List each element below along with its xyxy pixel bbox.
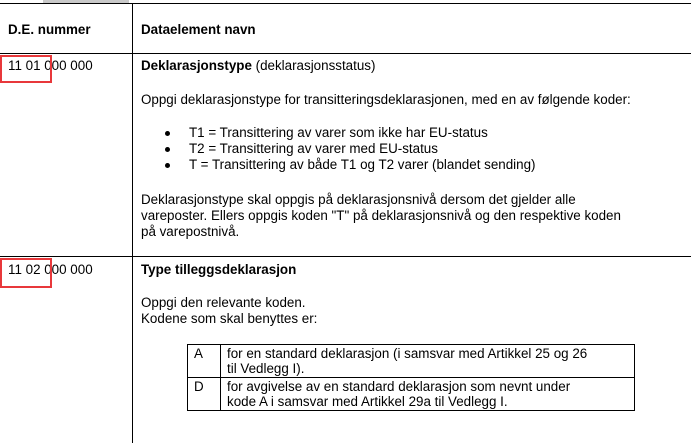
table-row	[188, 345, 635, 378]
code-description: for en standard deklarasjon (i samsvar med Artikkel 25 og 26 til Vedlegg I).	[221, 345, 635, 378]
row1-title	[141, 58, 375, 74]
table-top-border	[0, 3, 691, 4]
row1-note-line: vareposter. Ellers oppgis koden "T" på deklarasjonsnivå og den respektive koden	[141, 208, 621, 223]
code-description: for avgivelse av en standard deklarasjon som nevnt under kode A i samsvar med Artikkel 29a til Vedlegg I.	[221, 378, 635, 411]
row1-number: 11 01 000 000	[8, 58, 93, 73]
row1-title-bold: Deklarasjonstype	[141, 58, 252, 73]
code-cell: A	[188, 345, 221, 378]
bullet-icon	[165, 131, 170, 136]
row2-intro	[141, 295, 317, 327]
header-dataelement-navn: Dataelement navn	[141, 22, 256, 37]
row1-bottom-border	[0, 256, 691, 257]
bullet-icon	[165, 163, 170, 168]
code-table	[187, 344, 635, 411]
code-cell: D	[188, 378, 221, 411]
row2-intro-line: Oppgi den relevante koden.	[141, 295, 306, 310]
header-bottom-border	[0, 53, 691, 54]
row1-highlight-box	[0, 55, 52, 83]
row1-note-line: Deklarasjonstype skal oppgis på deklarasjonsnivå dersom det gjelder alle	[141, 192, 576, 207]
row2-highlight-box	[0, 258, 52, 288]
table-row	[188, 378, 635, 411]
row2-title: Type tilleggsdeklarasjon	[141, 262, 297, 277]
bullet-icon	[165, 147, 170, 152]
row1-note	[141, 192, 621, 240]
row1-note-line: på varepostnivå.	[141, 224, 240, 239]
header-de-nummer: D.E. nummer	[8, 22, 91, 37]
row2-number: 11 02 000 000	[8, 262, 93, 277]
row2-intro-line: Kodene som skal benyttes er:	[141, 311, 318, 326]
column-divider	[132, 3, 133, 443]
row1-title-rest: (deklarasjonsstatus)	[251, 58, 376, 73]
row1-intro: Oppgi deklarasjonstype for transitteringsdeklarasjonen, med en av følgende koder:	[141, 92, 631, 107]
